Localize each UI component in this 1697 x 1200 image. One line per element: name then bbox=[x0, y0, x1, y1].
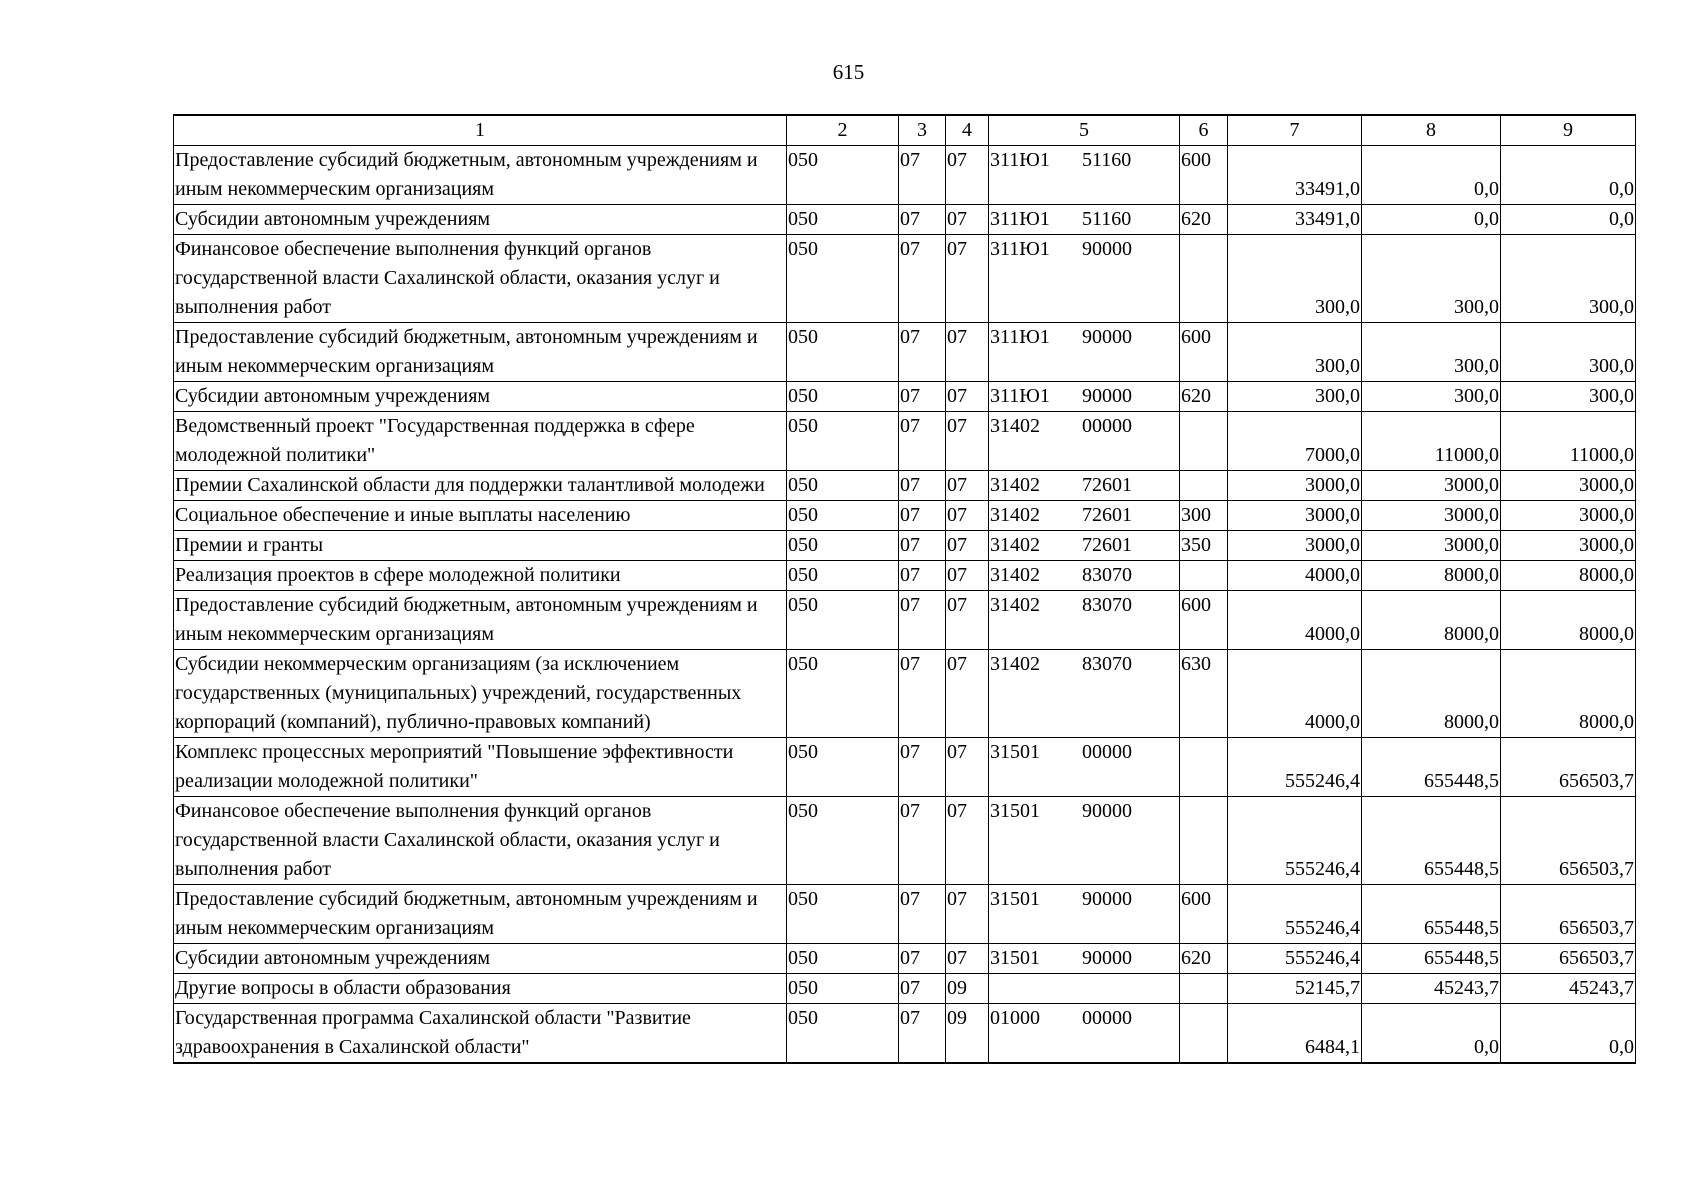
ministry-code: 050 bbox=[787, 797, 899, 885]
amount-year-2: 45243,7 bbox=[1362, 974, 1501, 1004]
expense-type-code bbox=[1180, 738, 1228, 797]
table-row bbox=[174, 797, 1636, 885]
expense-type-code: 300 bbox=[1180, 501, 1228, 531]
amount-year-3: 3000,0 bbox=[1501, 471, 1636, 501]
table-row bbox=[174, 944, 1636, 974]
section-code: 07 bbox=[899, 974, 946, 1004]
expense-type-code bbox=[1180, 561, 1228, 591]
section-code: 07 bbox=[899, 885, 946, 944]
program-code: 31501 bbox=[990, 888, 1040, 910]
subsection-code: 07 bbox=[946, 235, 989, 323]
ministry-code: 050 bbox=[787, 944, 899, 974]
row-name: Предоставление субсидий бюджетным, автономным учреждениям и иным некоммерческим организациям bbox=[174, 591, 787, 650]
target-article-code bbox=[989, 471, 1180, 501]
section-code: 07 bbox=[899, 738, 946, 797]
table-row bbox=[174, 885, 1636, 944]
ministry-code: 050 bbox=[787, 738, 899, 797]
subsection-code: 07 bbox=[946, 471, 989, 501]
page-number: 615 bbox=[832, 60, 865, 84]
subsection-code: 07 bbox=[946, 531, 989, 561]
row-name: Субсидии некоммерческим организациям (за исключением государственных (муниципальных) учреждений, государственных корпораций (компаний), публично-правовых компаний) bbox=[174, 650, 787, 738]
amount-year-3: 300,0 bbox=[1501, 323, 1636, 382]
ministry-code: 050 bbox=[787, 885, 899, 944]
ministry-code: 050 bbox=[787, 650, 899, 738]
table-row bbox=[174, 650, 1636, 738]
amount-year-1: 300,0 bbox=[1228, 323, 1362, 382]
amount-year-2: 3000,0 bbox=[1362, 501, 1501, 531]
subsection-code: 07 bbox=[946, 591, 989, 650]
table-row bbox=[174, 205, 1636, 235]
subsection-code: 07 bbox=[946, 797, 989, 885]
amount-year-1: 7000,0 bbox=[1228, 412, 1362, 471]
direction-code: 72601 bbox=[1082, 534, 1132, 556]
column-header: 1 bbox=[174, 115, 787, 146]
amount-year-3: 656503,7 bbox=[1501, 797, 1636, 885]
table-row bbox=[174, 382, 1636, 412]
amount-year-1: 4000,0 bbox=[1228, 650, 1362, 738]
target-article-code bbox=[989, 412, 1180, 471]
target-article-code bbox=[989, 323, 1180, 382]
direction-code: 83070 bbox=[1082, 653, 1132, 675]
direction-code: 72601 bbox=[1082, 474, 1132, 496]
expense-type-code: 620 bbox=[1180, 205, 1228, 235]
target-article-code bbox=[989, 650, 1180, 738]
amount-year-1: 33491,0 bbox=[1228, 205, 1362, 235]
ministry-code: 050 bbox=[787, 205, 899, 235]
ministry-code: 050 bbox=[787, 531, 899, 561]
amount-year-3: 8000,0 bbox=[1501, 561, 1636, 591]
section-code: 07 bbox=[899, 944, 946, 974]
row-name: Премии и гранты bbox=[174, 531, 787, 561]
amount-year-2: 11000,0 bbox=[1362, 412, 1501, 471]
amount-year-2: 655448,5 bbox=[1362, 885, 1501, 944]
expense-type-code bbox=[1180, 471, 1228, 501]
table-row bbox=[174, 561, 1636, 591]
expense-type-code: 600 bbox=[1180, 591, 1228, 650]
table-row bbox=[174, 146, 1636, 205]
program-code: 01000 bbox=[990, 1007, 1040, 1029]
row-name: Ведомственный проект "Государственная поддержка в сфере молодежной политики" bbox=[174, 412, 787, 471]
row-name: Комплекс процессных мероприятий "Повышение эффективности реализации молодежной политики" bbox=[174, 738, 787, 797]
amount-year-1: 4000,0 bbox=[1228, 561, 1362, 591]
amount-year-3: 11000,0 bbox=[1501, 412, 1636, 471]
target-article-code bbox=[989, 974, 1180, 1004]
direction-code: 90000 bbox=[1082, 385, 1132, 407]
row-name: Другие вопросы в области образования bbox=[174, 974, 787, 1004]
program-code: 31501 bbox=[990, 947, 1040, 969]
amount-year-3: 656503,7 bbox=[1501, 738, 1636, 797]
row-name: Субсидии автономным учреждениям bbox=[174, 944, 787, 974]
row-name: Премии Сахалинской области для поддержки талантливой молодежи bbox=[174, 471, 787, 501]
expense-type-code: 600 bbox=[1180, 323, 1228, 382]
direction-code: 90000 bbox=[1082, 238, 1132, 260]
amount-year-2: 3000,0 bbox=[1362, 471, 1501, 501]
amount-year-2: 8000,0 bbox=[1362, 650, 1501, 738]
amount-year-1: 555246,4 bbox=[1228, 797, 1362, 885]
subsection-code: 07 bbox=[946, 323, 989, 382]
section-code: 07 bbox=[899, 235, 946, 323]
program-code: 31402 bbox=[990, 564, 1040, 586]
subsection-code: 07 bbox=[946, 382, 989, 412]
table-row bbox=[174, 235, 1636, 323]
program-code: 311Ю1 bbox=[990, 208, 1050, 230]
expense-type-code: 350 bbox=[1180, 531, 1228, 561]
section-code: 07 bbox=[899, 650, 946, 738]
program-code: 311Ю1 bbox=[990, 149, 1050, 171]
expense-type-code: 600 bbox=[1180, 885, 1228, 944]
expense-type-code bbox=[1180, 797, 1228, 885]
amount-year-1: 555246,4 bbox=[1228, 885, 1362, 944]
direction-code: 90000 bbox=[1082, 326, 1132, 348]
column-header: 9 bbox=[1501, 115, 1636, 146]
target-article-code bbox=[989, 738, 1180, 797]
target-article-code bbox=[989, 205, 1180, 235]
subsection-code: 07 bbox=[946, 412, 989, 471]
ministry-code: 050 bbox=[787, 323, 899, 382]
subsection-code: 07 bbox=[946, 738, 989, 797]
amount-year-3: 3000,0 bbox=[1501, 531, 1636, 561]
amount-year-2: 655448,5 bbox=[1362, 738, 1501, 797]
subsection-code: 07 bbox=[946, 650, 989, 738]
column-header: 8 bbox=[1362, 115, 1501, 146]
direction-code: 00000 bbox=[1082, 741, 1132, 763]
section-code: 07 bbox=[899, 412, 946, 471]
amount-year-3: 45243,7 bbox=[1501, 974, 1636, 1004]
expense-type-code: 630 bbox=[1180, 650, 1228, 738]
ministry-code: 050 bbox=[787, 146, 899, 205]
column-header: 3 bbox=[899, 115, 946, 146]
program-code: 31402 bbox=[990, 504, 1040, 526]
program-code: 31402 bbox=[990, 474, 1040, 496]
program-code: 31501 bbox=[990, 741, 1040, 763]
row-name: Финансовое обеспечение выполнения функций органов государственной власти Сахалинской области, оказания услуг и выполнения работ bbox=[174, 235, 787, 323]
amount-year-3: 656503,7 bbox=[1501, 885, 1636, 944]
expense-type-code bbox=[1180, 974, 1228, 1004]
column-header: 2 bbox=[787, 115, 899, 146]
section-code: 07 bbox=[899, 1004, 946, 1064]
program-code: 31402 bbox=[990, 415, 1040, 437]
amount-year-1: 33491,0 bbox=[1228, 146, 1362, 205]
amount-year-2: 300,0 bbox=[1362, 323, 1501, 382]
amount-year-3: 8000,0 bbox=[1501, 591, 1636, 650]
amount-year-1: 3000,0 bbox=[1228, 531, 1362, 561]
program-code: 31402 bbox=[990, 594, 1040, 616]
amount-year-1: 300,0 bbox=[1228, 382, 1362, 412]
amount-year-2: 8000,0 bbox=[1362, 561, 1501, 591]
target-article-code bbox=[989, 382, 1180, 412]
column-header: 6 bbox=[1180, 115, 1228, 146]
subsection-code: 07 bbox=[946, 205, 989, 235]
amount-year-2: 655448,5 bbox=[1362, 797, 1501, 885]
amount-year-1: 6484,1 bbox=[1228, 1004, 1362, 1064]
row-name: Государственная программа Сахалинской области "Развитие здравоохранения в Сахалинской области" bbox=[174, 1004, 787, 1064]
ministry-code: 050 bbox=[787, 235, 899, 323]
section-code: 07 bbox=[899, 382, 946, 412]
amount-year-3: 0,0 bbox=[1501, 1004, 1636, 1064]
amount-year-2: 300,0 bbox=[1362, 235, 1501, 323]
program-code: 31402 bbox=[990, 653, 1040, 675]
amount-year-2: 655448,5 bbox=[1362, 944, 1501, 974]
direction-code: 72601 bbox=[1082, 504, 1132, 526]
subsection-code: 09 bbox=[946, 974, 989, 1004]
section-code: 07 bbox=[899, 205, 946, 235]
expense-type-code: 620 bbox=[1180, 382, 1228, 412]
target-article-code bbox=[989, 1004, 1180, 1064]
row-name: Предоставление субсидий бюджетным, автономным учреждениям и иным некоммерческим организациям bbox=[174, 323, 787, 382]
table-row bbox=[174, 591, 1636, 650]
program-code: 311Ю1 bbox=[990, 326, 1050, 348]
table-row bbox=[174, 738, 1636, 797]
target-article-code bbox=[989, 944, 1180, 974]
direction-code: 90000 bbox=[1082, 947, 1132, 969]
amount-year-2: 3000,0 bbox=[1362, 531, 1501, 561]
target-article-code bbox=[989, 797, 1180, 885]
expense-type-code: 600 bbox=[1180, 146, 1228, 205]
amount-year-1: 4000,0 bbox=[1228, 591, 1362, 650]
row-name: Предоставление субсидий бюджетным, автономным учреждениям и иным некоммерческим организациям bbox=[174, 146, 787, 205]
amount-year-2: 300,0 bbox=[1362, 382, 1501, 412]
ministry-code: 050 bbox=[787, 412, 899, 471]
row-name: Субсидии автономным учреждениям bbox=[174, 205, 787, 235]
section-code: 07 bbox=[899, 561, 946, 591]
target-article-code bbox=[989, 235, 1180, 323]
target-article-code bbox=[989, 501, 1180, 531]
direction-code: 51160 bbox=[1082, 208, 1132, 230]
target-article-code bbox=[989, 591, 1180, 650]
row-name: Социальное обеспечение и иные выплаты населению bbox=[174, 501, 787, 531]
table-row bbox=[174, 974, 1636, 1004]
ministry-code: 050 bbox=[787, 974, 899, 1004]
ministry-code: 050 bbox=[787, 471, 899, 501]
subsection-code: 07 bbox=[946, 501, 989, 531]
subsection-code: 07 bbox=[946, 944, 989, 974]
amount-year-2: 0,0 bbox=[1362, 146, 1501, 205]
amount-year-3: 656503,7 bbox=[1501, 944, 1636, 974]
amount-year-3: 8000,0 bbox=[1501, 650, 1636, 738]
section-code: 07 bbox=[899, 797, 946, 885]
direction-code: 90000 bbox=[1082, 800, 1132, 822]
ministry-code: 050 bbox=[787, 591, 899, 650]
table-row bbox=[174, 412, 1636, 471]
ministry-code: 050 bbox=[787, 561, 899, 591]
ministry-code: 050 bbox=[787, 1004, 899, 1064]
program-code: 31501 bbox=[990, 800, 1040, 822]
subsection-code: 07 bbox=[946, 146, 989, 205]
program-code: 311Ю1 bbox=[990, 238, 1050, 260]
subsection-code: 09 bbox=[946, 1004, 989, 1064]
amount-year-2: 0,0 bbox=[1362, 1004, 1501, 1064]
amount-year-1: 3000,0 bbox=[1228, 501, 1362, 531]
direction-code: 51160 bbox=[1082, 149, 1132, 171]
target-article-code bbox=[989, 885, 1180, 944]
row-name: Реализация проектов в сфере молодежной политики bbox=[174, 561, 787, 591]
direction-code: 83070 bbox=[1082, 564, 1132, 586]
amount-year-1: 3000,0 bbox=[1228, 471, 1362, 501]
amount-year-2: 0,0 bbox=[1362, 205, 1501, 235]
section-code: 07 bbox=[899, 591, 946, 650]
direction-code: 00000 bbox=[1082, 415, 1132, 437]
target-article-code bbox=[989, 146, 1180, 205]
direction-code: 83070 bbox=[1082, 594, 1132, 616]
amount-year-3: 300,0 bbox=[1501, 382, 1636, 412]
column-header: 5 bbox=[989, 115, 1180, 146]
section-code: 07 bbox=[899, 501, 946, 531]
section-code: 07 bbox=[899, 471, 946, 501]
table-row bbox=[174, 531, 1636, 561]
expense-type-code bbox=[1180, 412, 1228, 471]
amount-year-1: 555246,4 bbox=[1228, 944, 1362, 974]
table-row bbox=[174, 1004, 1636, 1064]
target-article-code bbox=[989, 561, 1180, 591]
program-code: 31402 bbox=[990, 534, 1040, 556]
amount-year-2: 8000,0 bbox=[1362, 591, 1501, 650]
section-code: 07 bbox=[899, 323, 946, 382]
amount-year-3: 0,0 bbox=[1501, 205, 1636, 235]
ministry-code: 050 bbox=[787, 501, 899, 531]
budget-table bbox=[173, 114, 1636, 1064]
program-code: 311Ю1 bbox=[990, 385, 1050, 407]
expense-type-code bbox=[1180, 1004, 1228, 1064]
direction-code: 00000 bbox=[1082, 1007, 1132, 1029]
table-row bbox=[174, 323, 1636, 382]
amount-year-1: 300,0 bbox=[1228, 235, 1362, 323]
amount-year-3: 0,0 bbox=[1501, 146, 1636, 205]
header-row bbox=[174, 115, 1636, 146]
row-name: Субсидии автономным учреждениям bbox=[174, 382, 787, 412]
expense-type-code bbox=[1180, 235, 1228, 323]
column-header: 4 bbox=[946, 115, 989, 146]
subsection-code: 07 bbox=[946, 561, 989, 591]
table-row bbox=[174, 471, 1636, 501]
ministry-code: 050 bbox=[787, 382, 899, 412]
amount-year-3: 300,0 bbox=[1501, 235, 1636, 323]
target-article-code bbox=[989, 531, 1180, 561]
subsection-code: 07 bbox=[946, 885, 989, 944]
amount-year-1: 52145,7 bbox=[1228, 974, 1362, 1004]
row-name: Предоставление субсидий бюджетным, автономным учреждениям и иным некоммерческим организациям bbox=[174, 885, 787, 944]
direction-code: 90000 bbox=[1082, 888, 1132, 910]
amount-year-1: 555246,4 bbox=[1228, 738, 1362, 797]
section-code: 07 bbox=[899, 531, 946, 561]
column-header: 7 bbox=[1228, 115, 1362, 146]
row-name: Финансовое обеспечение выполнения функций органов государственной власти Сахалинской области, оказания услуг и выполнения работ bbox=[174, 797, 787, 885]
amount-year-3: 3000,0 bbox=[1501, 501, 1636, 531]
section-code: 07 bbox=[899, 146, 946, 205]
table-row bbox=[174, 501, 1636, 531]
expense-type-code: 620 bbox=[1180, 944, 1228, 974]
